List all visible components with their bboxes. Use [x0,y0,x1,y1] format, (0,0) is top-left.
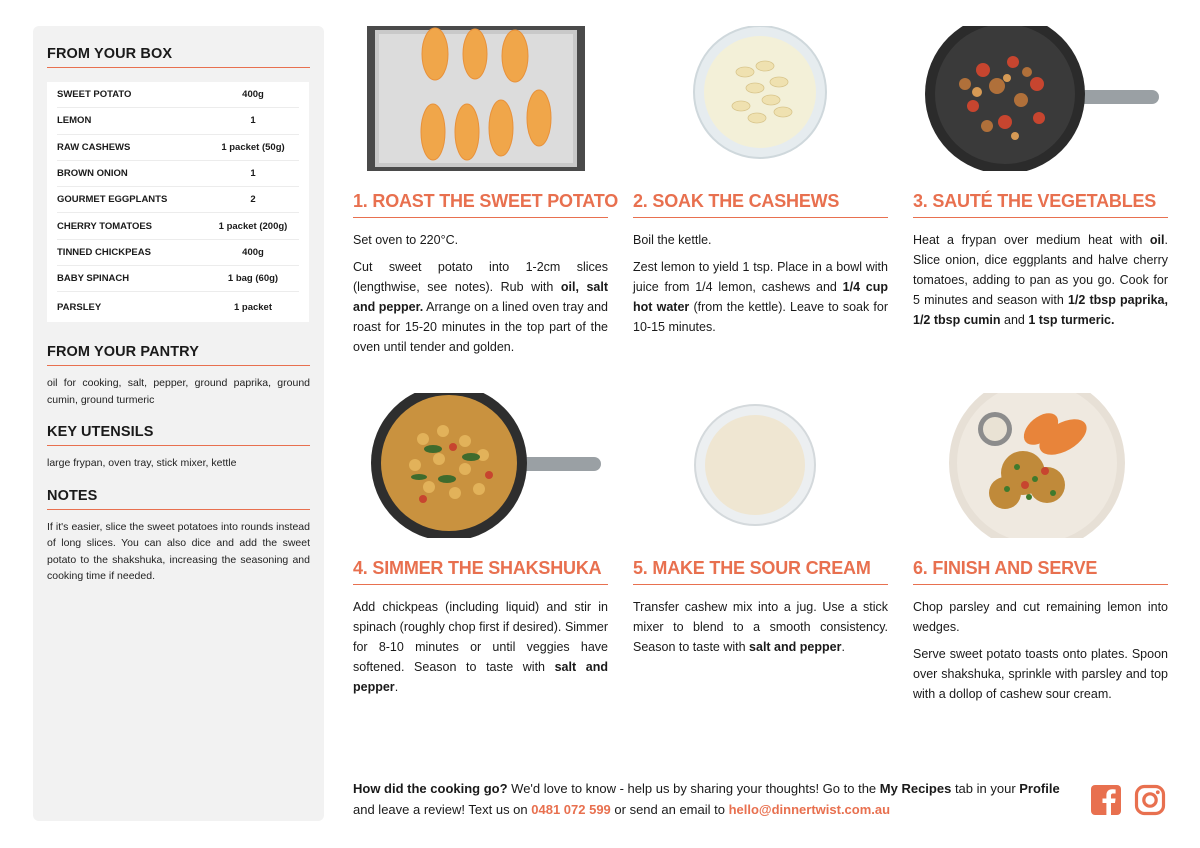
ingredient-qty: 1 bag (60g) [227,273,279,285]
step-paragraph: Heat a frypan over medium heat with oil. Slice onion, dice eggplants and halve cherry tomatoes, adding to pan as you go. Cook for 5 minutes and season with 1/2 tbsp paprika, 1/2 tbsp cumin and 1 tsp turmeric. [913,233,1168,327]
step-1-body [353,230,608,357]
step-1-title: 1. ROAST THE SWEET POTATO [353,191,608,218]
pantry-text: oil for cooking, salt, pepper, ground paprika, ground cumin, ground turmeric [47,377,310,406]
box-ingredient-row [57,161,299,187]
ingredient-qty: 1 packet [233,301,273,313]
ingredient-qty: 1 [250,168,256,180]
box-ingredient-row [57,213,299,239]
step-5-body [633,597,888,657]
ingredient-name: PARSLEY [57,301,102,313]
step-3-title: 3. SAUTÉ THE VEGETABLES [913,191,1168,218]
step-2-body [633,230,888,337]
utensils-heading: KEY UTENSILS [47,424,310,446]
step-2-title: 2. SOAK THE CASHEWS [633,191,888,218]
utensils-text: large frypan, oven tray, stick mixer, kettle [47,457,237,470]
box-ingredient-row [57,292,299,322]
step-5-photo [633,393,888,538]
instagram-icon[interactable] [1134,784,1166,816]
box-ingredient-row [57,187,299,213]
step-5-title: 5. MAKE THE SOUR CREAM [633,558,888,585]
step-2 [633,26,888,344]
step-3-photo [913,26,1168,171]
ingredient-qty: 1 packet (50g) [221,141,285,153]
ingredient-name: BABY SPINACH [57,273,130,285]
box-ingredient-row [57,82,299,108]
ingredient-qty: 400g [242,246,264,258]
step-paragraph: Add chickpeas (including liquid) and stir in spinach (roughly chop first if desired). Simmer for 8-10 minutes or until veggies have softened. Season to taste with salt and pepper. [353,600,608,694]
ingredient-qty: 1 packet (200g) [218,220,288,232]
box-heading: FROM YOUR BOX [47,46,310,68]
notes-text: If it's easier, slice the sweet potatoes into rounds instead of long slices. You can also dice and add the sweet potato to the shakshuka, increasing the seasoning and cooking time if needed. [47,520,310,583]
step-4-body [353,597,608,697]
step-paragraph: Zest lemon to yield 1 tsp. Place in a bowl with juice from 1/4 lemon, cashews and 1/4 cup hot water (from the kettle). Leave to soak for 10-15 minutes. [633,260,888,334]
box-ingredient-row [57,266,299,292]
step-paragraph: Transfer cashew mix into a jug. Use a stick mixer to blend to a smooth consistency. Season to taste with salt and pepper. [633,600,888,654]
notes-heading: NOTES [47,488,310,510]
step-4 [353,393,608,704]
step-6 [913,393,1168,711]
box-ingredients-table [47,82,309,322]
ingredient-name: SWEET POTATO [57,89,132,101]
step-3 [913,26,1168,337]
step-4-title: 4. SIMMER THE SHAKSHUKA [353,558,608,585]
ingredient-name: GOURMET EGGPLANTS [57,194,168,206]
step-5 [633,393,888,664]
step-3-body [913,230,1168,330]
step-1 [353,26,619,364]
step-6-title: 6. FINISH AND SERVE [913,558,1168,585]
step-paragraph: Serve sweet potato toasts onto plates. Spoon over shakshuka, sprinkle with parsley and top with a dollop of cashew sour cream. [913,647,1168,701]
step-4-photo [353,393,608,538]
box-ingredient-row [57,240,299,266]
ingredient-name: CHERRY TOMATOES [57,220,153,232]
ingredient-name: LEMON [57,115,92,127]
ingredients-sidebar [33,26,324,821]
box-ingredient-row [57,135,299,161]
phone-link[interactable]: 0481 072 599 [531,802,611,817]
feedback-footer: How did the cooking go? We'd love to know - help us by sharing your thoughts! Go to the My Recipes tab in your Profile and leave a review! Text us on 0481 072 599 or send an email to hello@dinnertwist.com.au [353,781,1060,817]
box-ingredient-row [57,108,299,134]
step-paragraph: Boil the kettle. [633,233,712,247]
pantry-heading: FROM YOUR PANTRY [47,344,310,366]
step-6-body [913,597,1168,704]
ingredient-name: TINNED CHICKPEAS [57,246,151,258]
step-2-photo [633,26,888,171]
ingredient-qty: 2 [250,194,256,206]
step-paragraph: Chop parsley and cut remaining lemon into wedges. [913,600,1168,634]
email-link[interactable]: hello@dinnertwist.com.au [728,802,891,817]
ingredient-qty: 400g [242,89,264,101]
social-links [1090,784,1166,816]
ingredient-name: RAW CASHEWS [57,141,131,153]
ingredient-name: BROWN ONION [57,168,128,180]
step-6-photo [913,393,1168,538]
step-1-photo [353,26,608,171]
ingredient-qty: 1 [250,115,256,127]
facebook-icon[interactable] [1090,784,1122,816]
step-paragraph: Set oven to 220°C. [353,233,459,247]
step-paragraph: Cut sweet potato into 1-2cm slices (lengthwise, see notes). Rub with oil, salt and pepper. Arrange on a lined oven tray and roast for 15-20 minutes in the top part of the oven until tender and golden. [353,260,609,354]
